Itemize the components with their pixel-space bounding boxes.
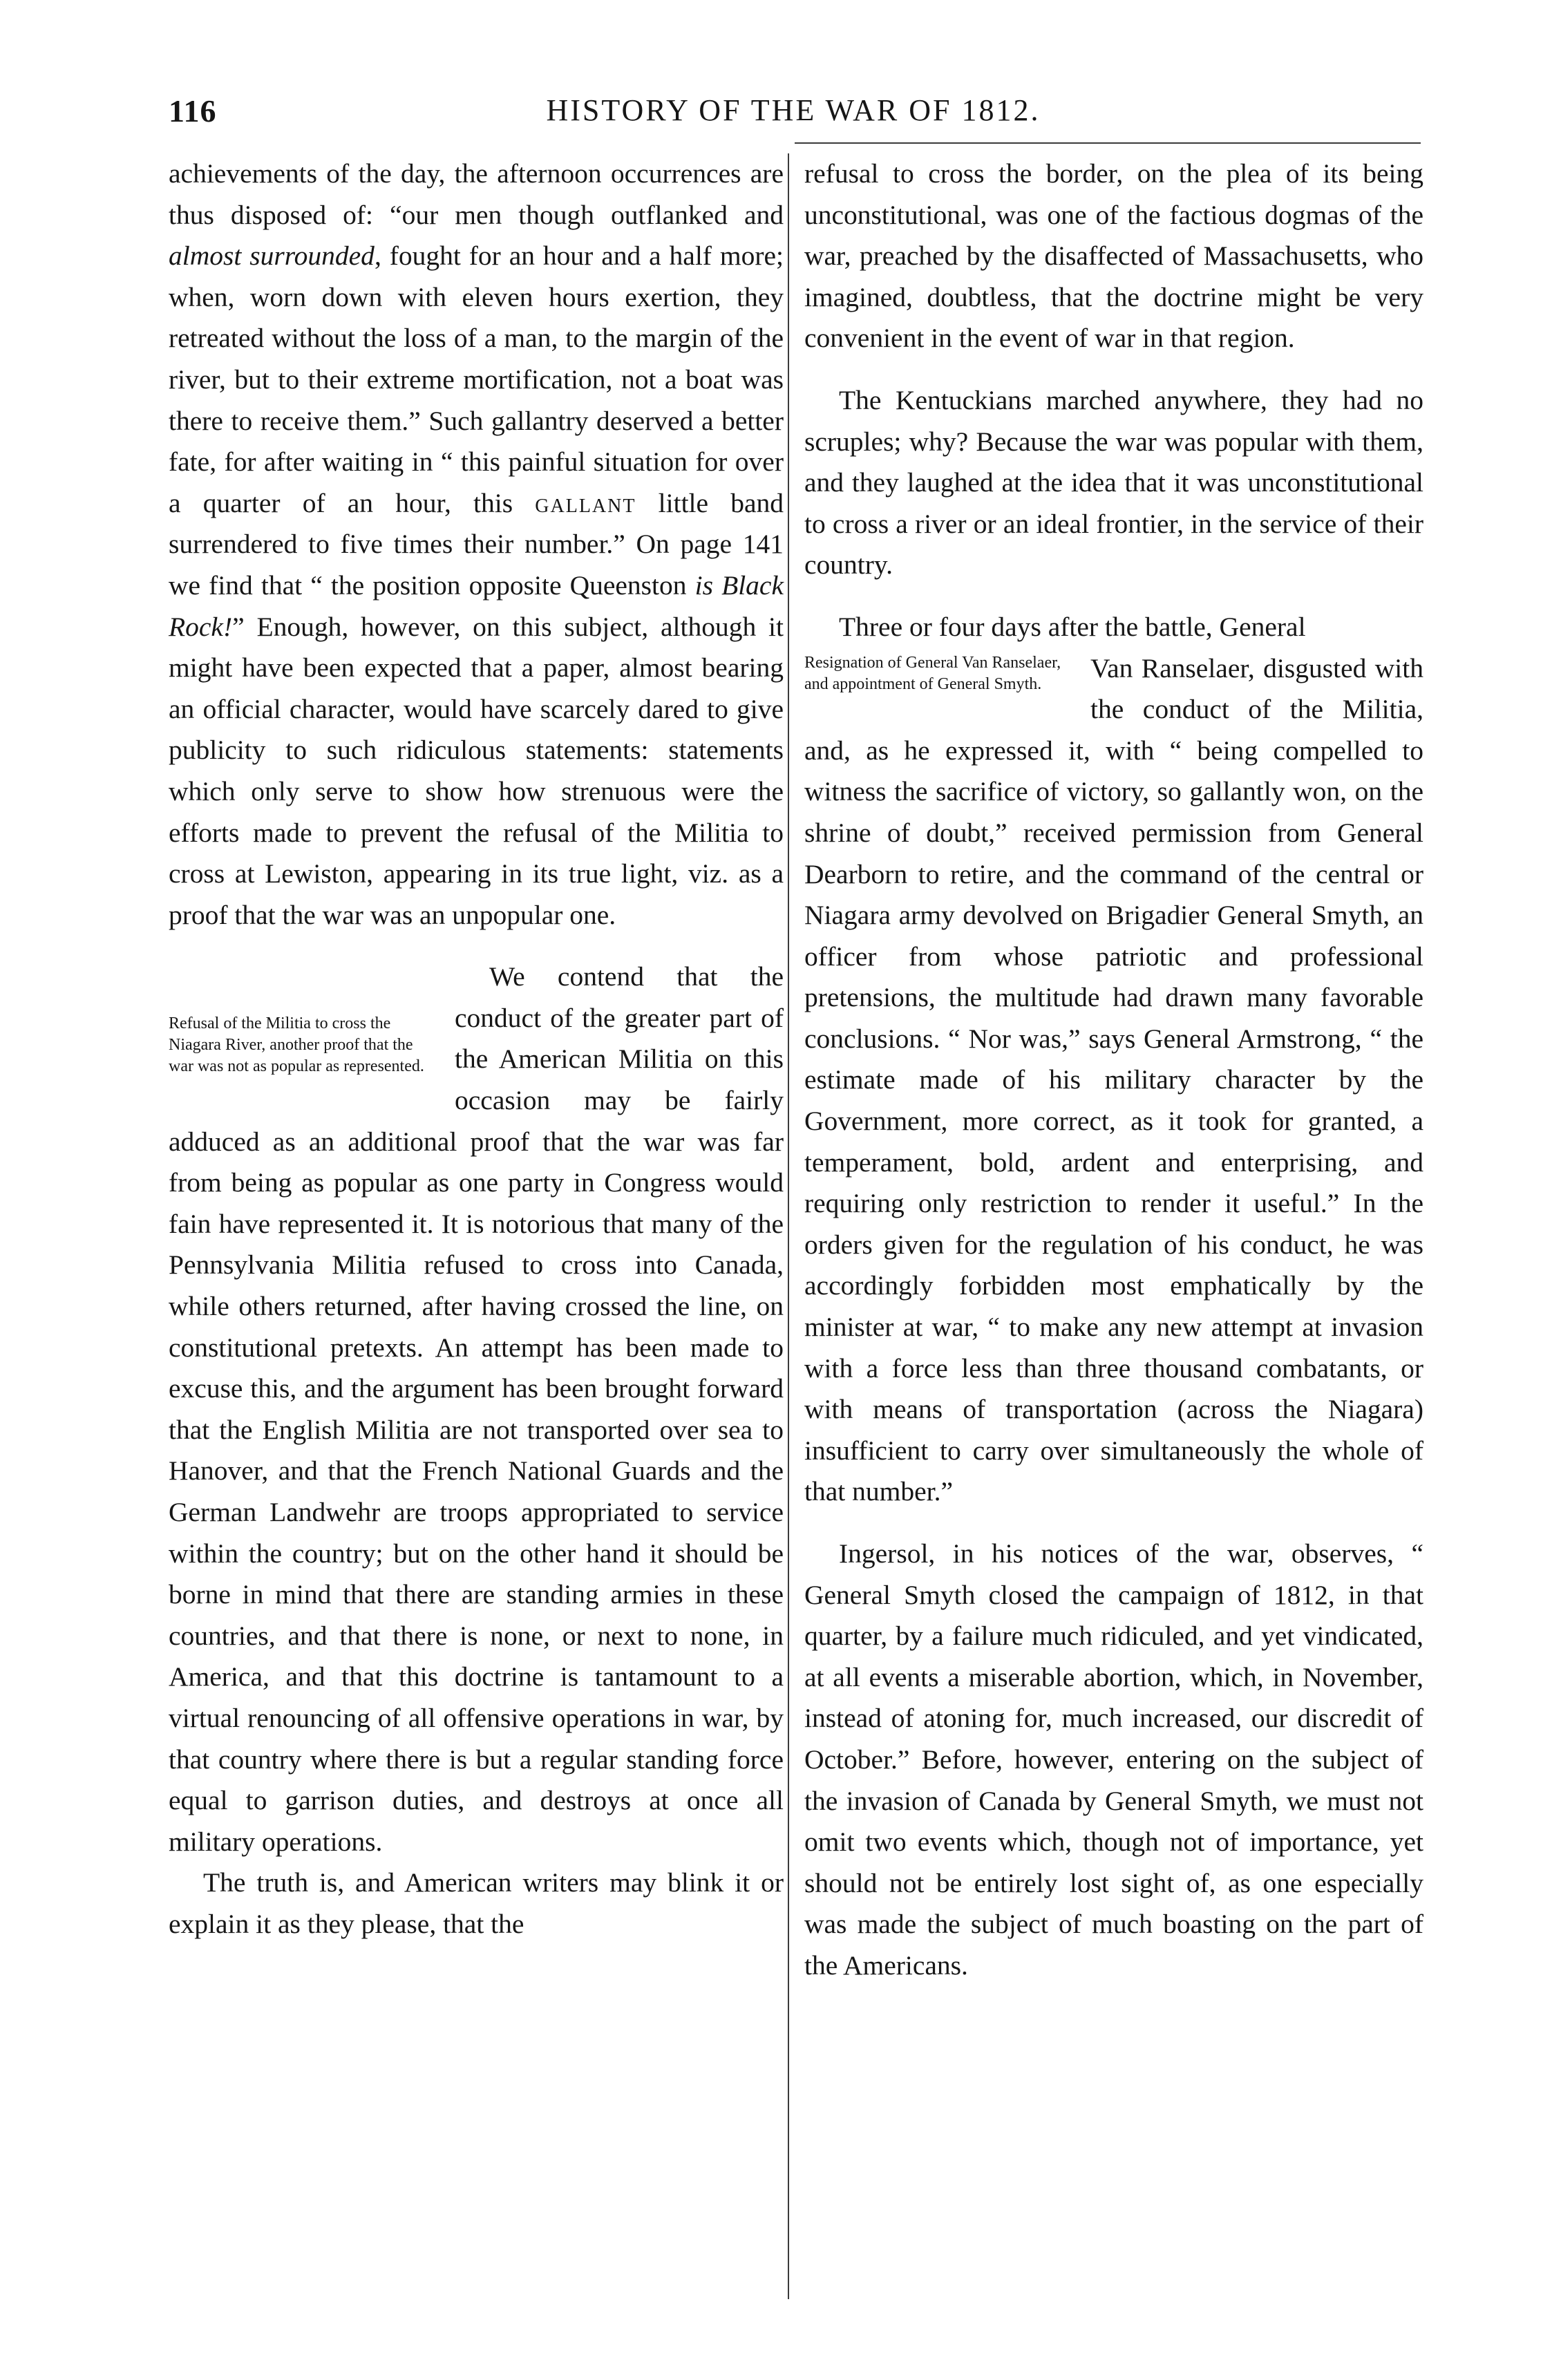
running-head: HISTORY OF THE WAR OF 1812. <box>546 93 1041 127</box>
right-paragraph-4: Ingersol, in his notices of the war, observes, “ General Smyth closed the campaign of 1812, in that quarter, by a failure much ridiculed, and yet vindicated, at all events a miserable abortion, which, in November, instead of atoning for, much increased, our discredit of October.” Before, however, entering on the subject of the invasion of Canada by General Smyth, we must not omit two events which, though not of importance, yet should not be entirely lost sight of, as one especially was made the subject of much boasting on the part of the Americans. <box>804 1538 1423 1981</box>
left-paragraph-2: We contend that the conduct of the greater part of the American Militia on this occasion may be fairly adduced as an additional proof that the war was far from being as popular as one party in Congress would fain have represented it. It is notorious that many of the Pennsylvania Militia refused to cross into Canada, while others returned, after having crossed the line, on constitutional pretexts. An attempt has been made to excuse this, and the argument has been brought forward that the English Militia are not transported over sea to Hanover, and that the French National Guards and the German Landwehr are troops appropriated to service within the country; but on the other hand it should be borne in mind that there are standing armies in these countries, and that there is none, or next to none, in America, and that this doctrine is tantamount to a virtual renouncing of all offensive operations in war, by that country where there is but a regular standing force equal to garrison duties, and destroys at once all military operations. <box>169 961 784 1857</box>
page-number: 116 <box>169 93 217 129</box>
left-paragraph-1: achievements of the day, the afternoon occurrences are thus disposed of: “our men though outflanked and almost surrounded, fought for an hour and a half more; when, worn down with eleven hours exertion, they retreated without the loss of a man, to the margin of the river, but to their extreme mortification, not a boat was there to receive them.” Such gallantry deserved a better fate, for after waiting in “ this painful situation for over a quarter of an hour, this gallant little band surrendered to five times their number.” On page 141 we find that “ the position opposite Queenston is Black Rock!” Enough, however, on this subject, although it might have been expected that a paper, almost bearing an official character, would have scarcely dared to give publicity to such ridiculous statements: statements which only serve to show how strenuous were the efforts made to prevent the refusal of the Militia to cross at Lewiston, appearing in its true light, viz. as a proof that the war was an unpopular one. <box>169 158 784 930</box>
emphasis-almost-surrounded: almost surrounded <box>169 240 375 272</box>
right-column <box>804 153 1423 1987</box>
margin-note-militia-refusal: Refusal of the Militia to cross the Niagara River, another proof that the war was not as popular as represented. <box>169 1014 424 1076</box>
right-paragraph-3-lead: Three or four days after the battle, General <box>839 611 1306 642</box>
column-divider <box>788 153 789 2299</box>
emphasis-gallant: gallant <box>535 487 636 518</box>
left-column <box>169 153 784 1945</box>
right-paragraph-1: refusal to cross the border, on the plea of its being unconstitutional, was one of the factious dogmas of the war, preached by the disaffected of Massachusetts, who imagined, doubtless, that the doctrine might be very convenient in the event of war in that region. <box>804 158 1423 354</box>
right-paragraph-3: Van Ranselaer, disgusted with the conduct of the Militia, and, as he expressed it, with “ being compelled to witness the sacrifice of victory, so gallantly won, on the shrine of doubt,” received permission from General Dearborn to retire, and the command of the central or Niagara army devolved on Brigadier General Smyth, an officer from whose patriotic and professional pretensions, the multitude had drawn many favorable conclusions. “ Nor was,” says General Armstrong, “ the estimate made of his military character by the Government, more correct, as it took for granted, a temperament, bold, ardent and enterprising, and requiring only restriction to render it useful.” In the orders given for the regulation of his conduct, he was accordingly forbidden most emphatically by the minister at war, “ to make any new attempt at invasion with a force less than three thousand combatants, or with means of transportation (across the Niagara) insufficient to carry over simultaneously the whole of that number.” <box>804 652 1423 1507</box>
emphasis-black-rock: is Black Rock! <box>169 569 784 642</box>
left-paragraph-3: The truth is, and American writers may blink it or explain it as they please, that the <box>169 1867 784 1939</box>
header-rule <box>795 142 1421 144</box>
page-header <box>169 93 1418 141</box>
right-paragraph-2: The Kentuckians marched anywhere, they had no scruples; why? Because the war was popular with them, and they laughed at the idea that it was unconstitutional to cross a river or an ideal frontier, in the service of their country. <box>804 384 1423 580</box>
margin-note-resignation: Resignation of General Van Ranselaer, and appointment of General Smyth. <box>804 653 1061 693</box>
